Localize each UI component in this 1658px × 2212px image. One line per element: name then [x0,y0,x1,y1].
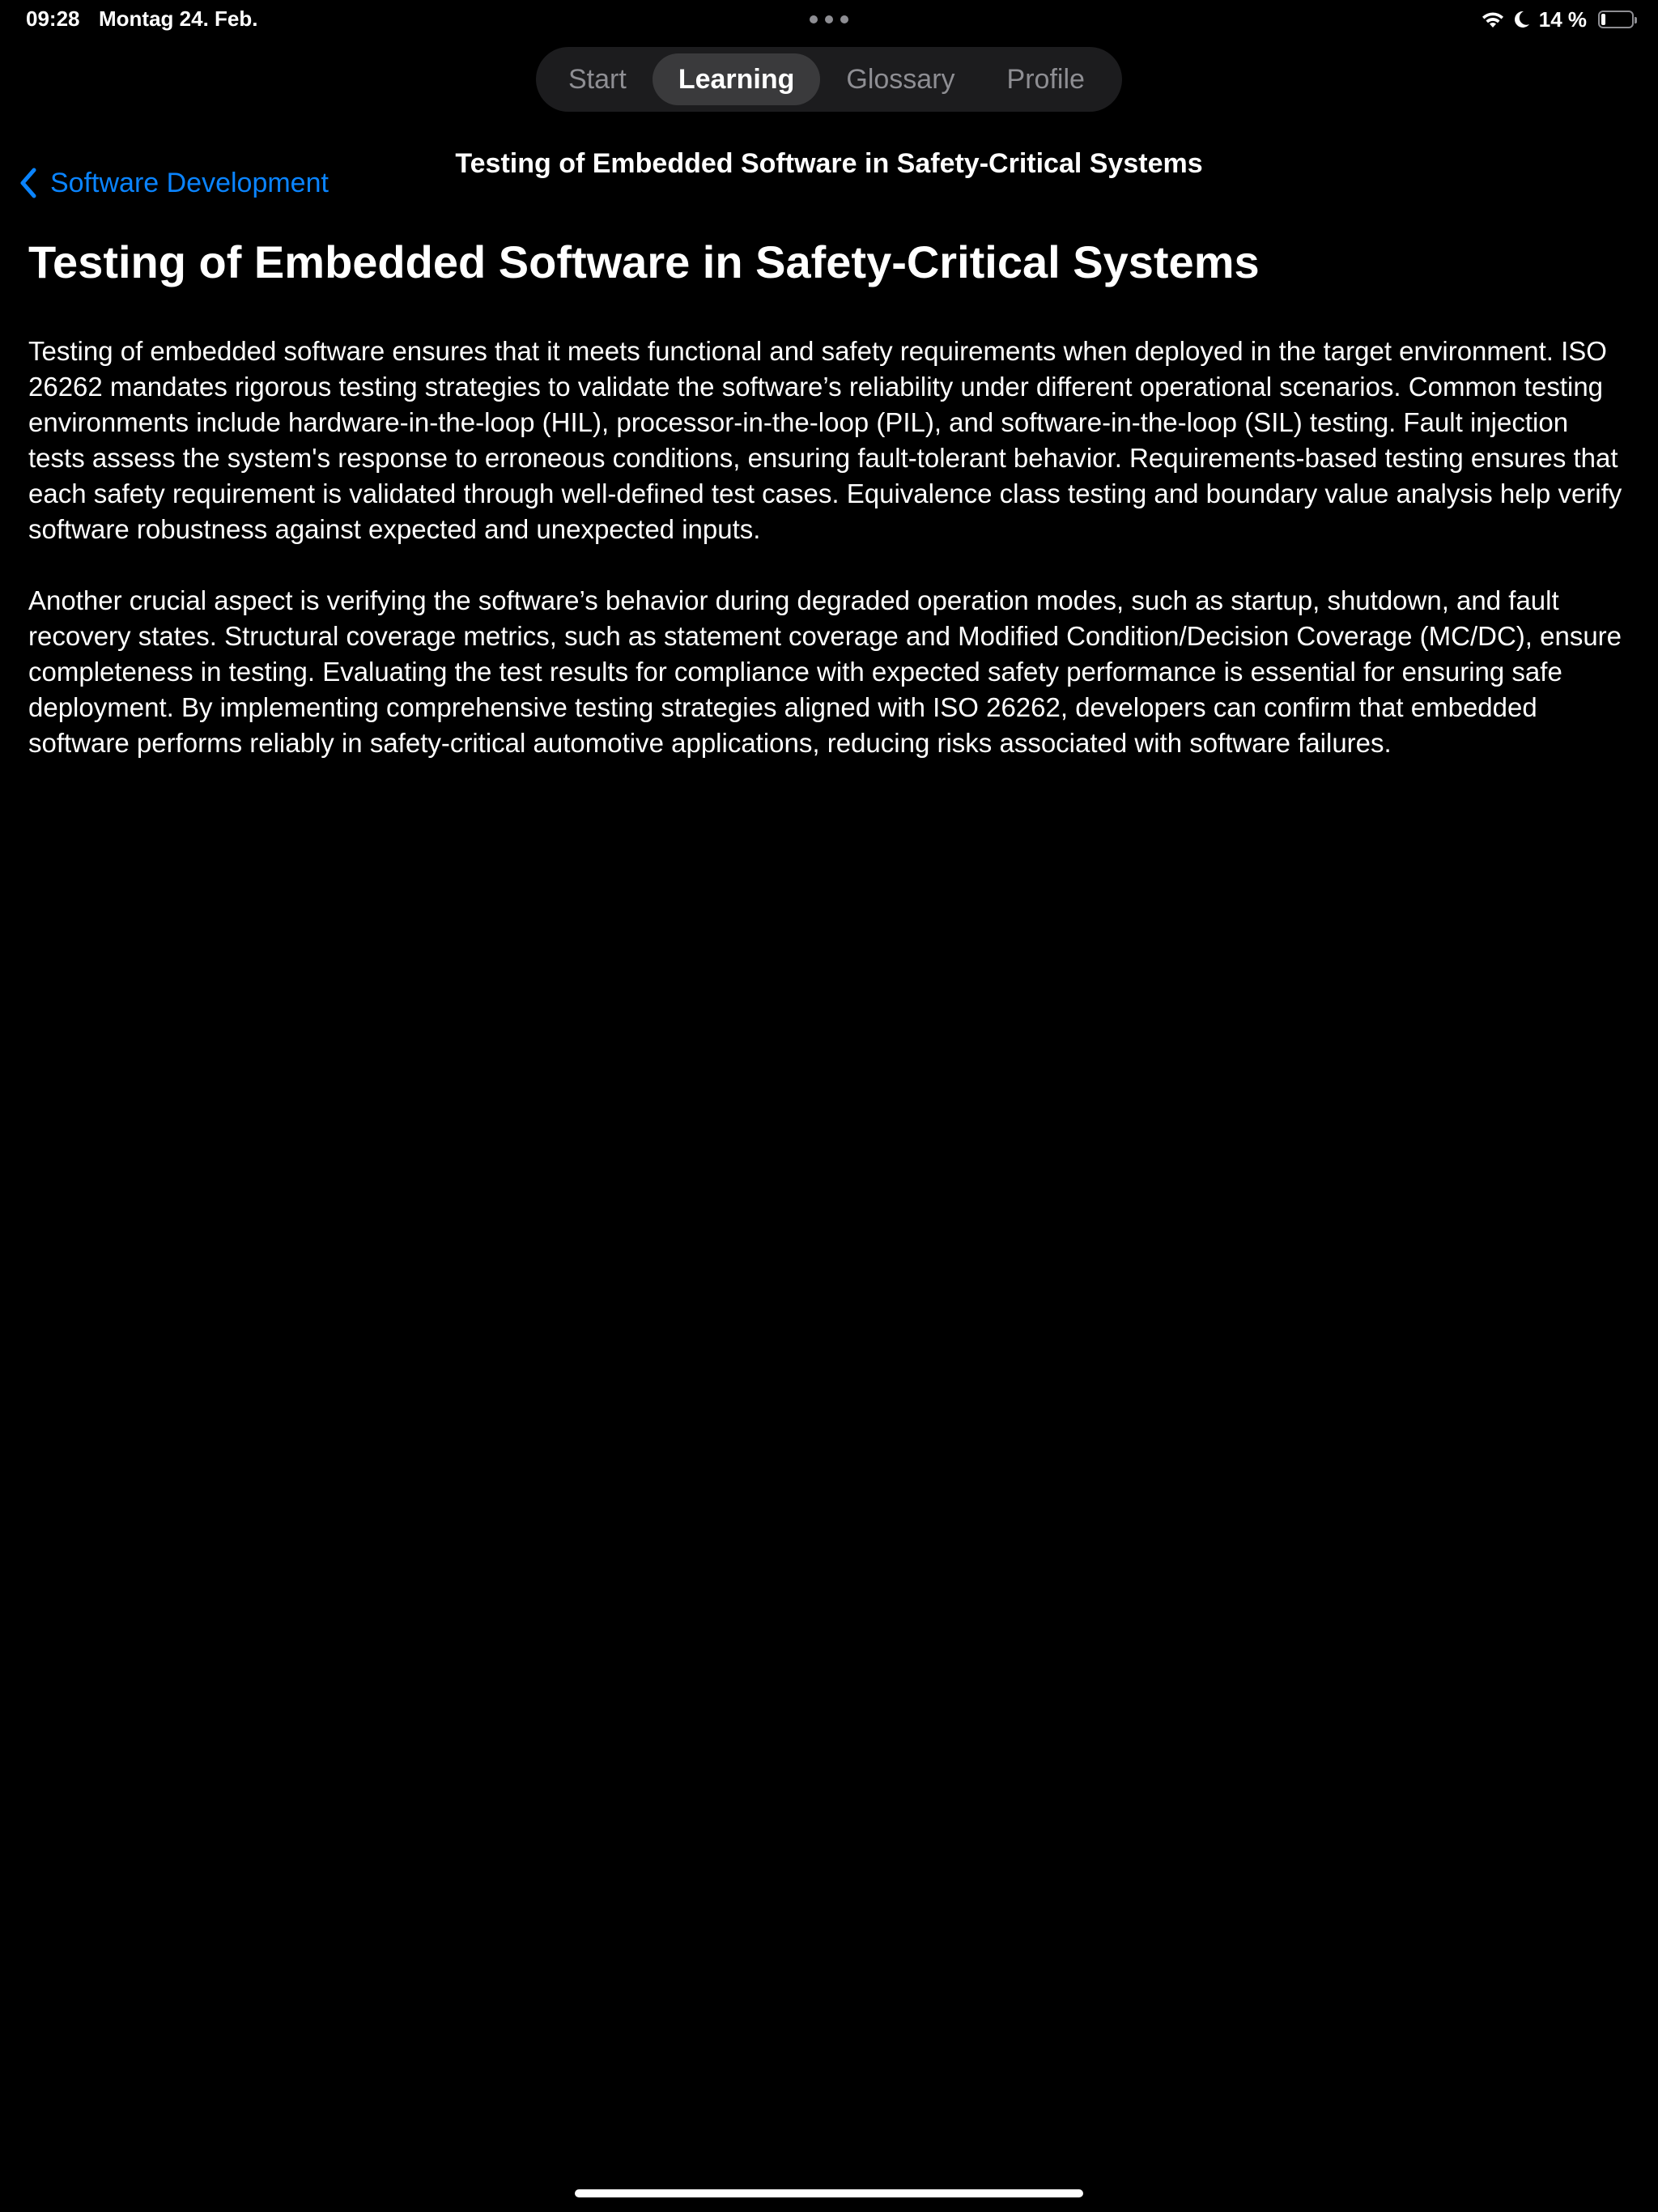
back-button-label: Software Development [50,167,329,198]
page-title: Testing of Embedded Software in Safety-Critical Systems [28,236,1260,287]
nav-title: Testing of Embedded Software in Safety-Critical Systems [455,148,1203,179]
battery-level [1601,14,1605,25]
tab-start[interactable]: Start [568,63,627,95]
moon-icon [1513,10,1531,29]
article-body [28,334,1627,797]
tab-profile[interactable]: Profile [1006,63,1085,95]
ellipsis-icon[interactable] [810,15,848,24]
tab-glossary[interactable]: Glossary [846,63,955,95]
battery-icon [1598,11,1634,28]
status-time: 09:28 [26,6,80,31]
battery-percentage: 14 % [1538,6,1587,32]
wifi-icon [1481,10,1505,29]
article-paragraph: Another crucial aspect is verifying the software’s behavior during degraded operation modes, such as startup, shutdown, and fault recovery states. Structural coverage metrics, such as statement coverage and Modified Condition/Decision Coverage (MC/DC), ensure completeness in testing. Evaluating the test results for compliance with expected safety performance is essential for ensuring safe deployment. By implementing comprehensive testing strategies aligned with ISO 26262, developers can confirm that embedded software performs reliably in safety-critical automotive applications, reducing risks associated with software failures. [28,585,1622,758]
article-paragraph: Testing of embedded software ensures that it meets functional and safety requirements when deployed in the target environment. ISO 26262 mandates rigorous testing strategies to validate the software’s reliability under different operational scenarios. Common testing environments include hardware-in-the-loop (HIL), processor-in-the-loop (PIL), and software-in-the-loop (SIL) testing. Fault injection tests assess the system's response to erroneous conditions, ensuring fault-tolerant behavior. Requirements-based testing ensures that each safety requirement is validated through well-defined test cases. Equivalence class testing and boundary value analysis help verify software robustness against expected and unexpected inputs. [28,336,1622,544]
status-indicators [1481,5,1634,34]
tab-bar [536,47,1122,112]
home-indicator[interactable] [575,2189,1083,2197]
tab-learning[interactable]: Learning [653,53,821,105]
status-date: Montag 24. Feb. [99,6,258,31]
status-bar [0,0,1658,39]
